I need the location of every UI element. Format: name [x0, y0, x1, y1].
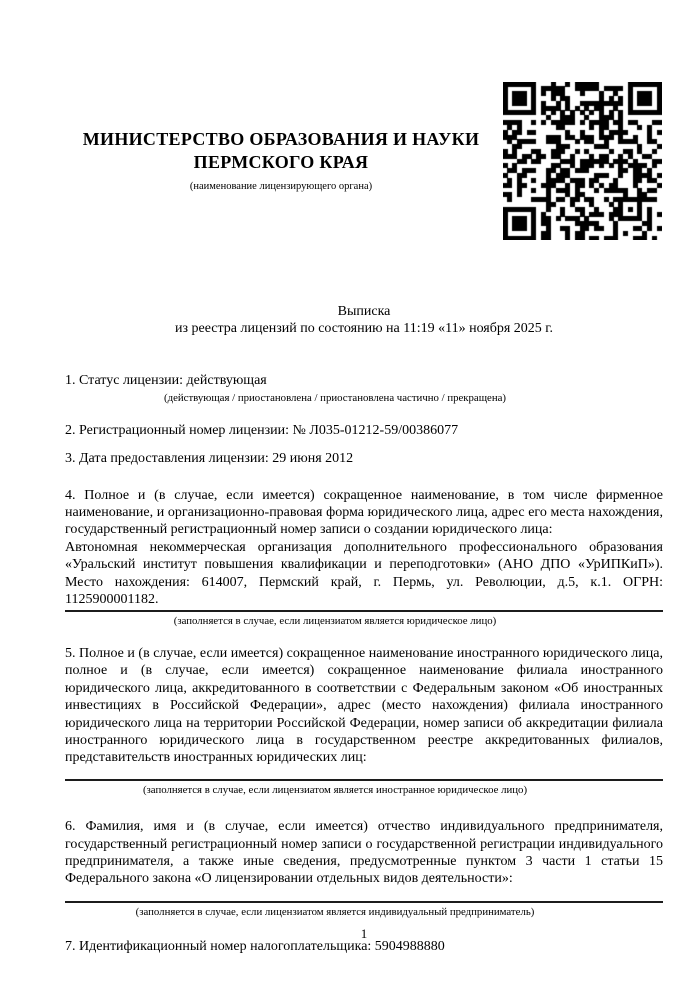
field-registration-number	[65, 422, 663, 439]
field-individual-entrepreneur	[65, 818, 663, 918]
taxpayer-number-value: 5904988880	[374, 939, 445, 955]
field-foreign-entity	[65, 645, 663, 796]
license-status-line	[65, 372, 663, 389]
field-license-status	[65, 372, 663, 405]
grant-date-line	[65, 450, 663, 467]
registration-number-label: 2. Регистрационный номер лицензии:	[65, 422, 290, 438]
ministry-name-line1: МИНИСТЕРСТВО ОБРАЗОВАНИЯ И НАУКИ	[82, 129, 480, 149]
title-line2: из реестра лицензий по состоянию на 11:19 «11» ноября 2025 г.	[175, 321, 553, 337]
foreign-entity-label: 5. Полное и (в случае, если имеется) сокращенное наименование иностранного юридического лица, полное и (в случае, если имеется) сокращенное наименование филиала иностранного юридического лица, аккредитованного в соответствии с Федеральным законом «Об иностранных инвестициях в Российской Федерации», адрес (место нахождения) филиала иностранного юридического лица на территории Российской Федерации, номер записи об аккредитации филиала иностранного юридического лица в государственном реестре аккредитованных филиалов, представительств иностранных юридических лиц:	[65, 645, 663, 766]
registration-number-value: № Л035-01212-59/00386077	[292, 422, 459, 438]
individual-entrepreneur-label: 6. Фамилия, имя и (в случае, если имеется) отчество индивидуального предпринимателя, государственный регистрационный номер записи о государственной регистрации индивидуального предпринимателя, а также иные сведения, предусмотренные пунктом 3 части 1 статьи 15 Федерального закона «О лицензировании отдельных видов деятельности»:	[65, 819, 663, 887]
grant-date-label: 3. Дата предоставления лицензии:	[65, 451, 269, 467]
document-header	[65, 128, 497, 193]
individual-entrepreneur-underline	[65, 901, 663, 903]
foreign-entity-underline	[65, 779, 663, 781]
license-status-note: (действующая / приостановлена / приостановлена частично / прекращена)	[164, 392, 506, 405]
individual-entrepreneur-note: (заполняется в случае, если лицензиатом является индивидуальный предприниматель)	[135, 905, 535, 918]
taxpayer-number-label: 7. Идентификационный номер налогоплательщика:	[65, 939, 372, 955]
ministry-name-line2: ПЕРМСКОГО КРАЯ	[193, 152, 369, 172]
licensing-authority-caption: (наименование лицензирующего органа)	[189, 181, 373, 192]
grant-date-value: 29 июня 2012	[272, 451, 354, 467]
legal-entity-value: Автономная некоммерческая организация дополнительного профессионального образования «Уральский институт повышения квалификации и переподготовки» (АНО ДПО «УрИПКиП»). Место нахождения: 614007, Пермский край, г. Пермь, ул. Революции, д.5, к.1. ОГРН: 1125900001182.	[65, 539, 663, 607]
title-line1: Выписка	[337, 304, 391, 319]
qr-code-icon	[503, 82, 662, 240]
page-number: 1	[360, 926, 368, 941]
registration-number-line	[65, 422, 663, 439]
legal-entity-underline	[65, 610, 663, 612]
field-legal-entity	[65, 487, 663, 628]
foreign-entity-value	[65, 767, 663, 777]
document-body	[65, 303, 663, 956]
foreign-entity-note: (заполняется в случае, если лицензиатом является иностранное юридическое лицо)	[142, 783, 528, 796]
license-status-label: 1. Статус лицензии:	[65, 372, 184, 388]
legal-entity-label: 4. Полное и (в случае, если имеется) сокращенное наименование, в том числе фирменное наименование, и организационно-правовая форма юридического лица, адрес его места нахождения, государственный регистрационный номер записи о создании юридического лица:	[65, 487, 663, 538]
field-grant-date	[65, 450, 663, 467]
document-title	[65, 303, 663, 338]
license-status-value: действующая	[186, 372, 267, 388]
individual-entrepreneur-value	[65, 888, 663, 899]
legal-entity-note: (заполняется в случае, если лицензиатом является юридическое лицо)	[173, 615, 497, 628]
